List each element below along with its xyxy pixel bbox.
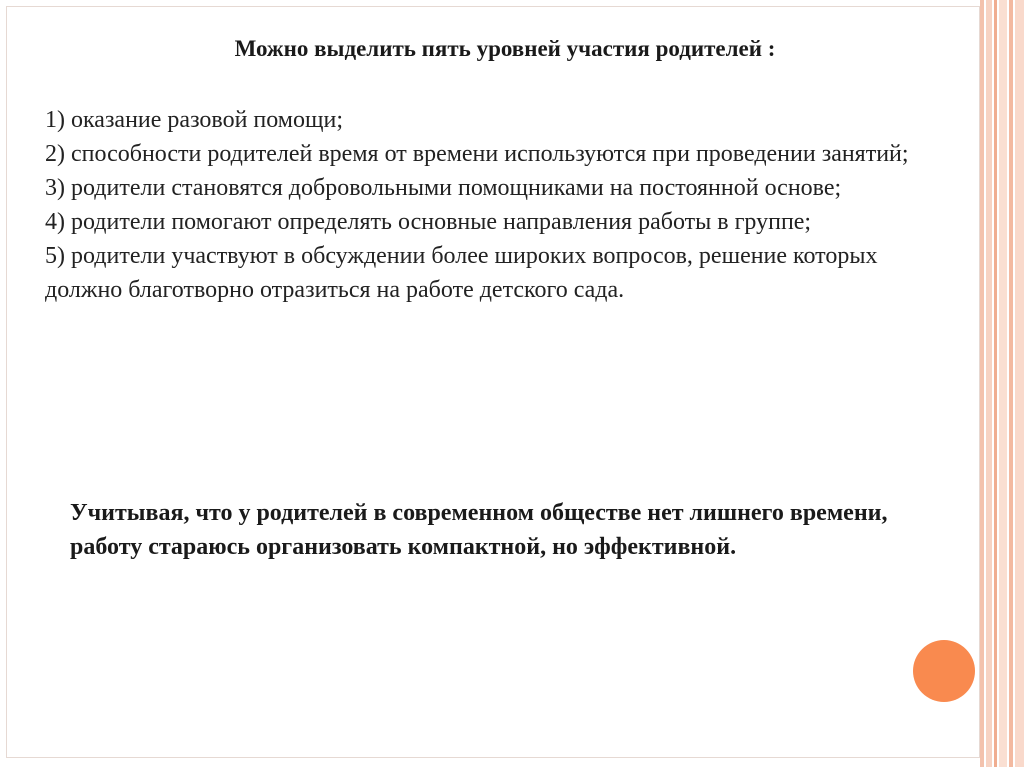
- conclusion-text: Учитывая, что у родителей в современном обществе нет лишнего времени, работу стараюсь организовать компактной, но эффективной.: [70, 500, 888, 560]
- list-item: 2) способности родителей время от времени используются при проведении занятий;: [45, 141, 909, 167]
- list-item: 1) оказание разовой помощи;: [45, 107, 343, 133]
- slide-title: Можно выделить пять уровней участия родителей :: [234, 36, 776, 61]
- list-item: 5) родители участвуют в обсуждении более широких вопросов, решение которых должно благотворно отразиться на работе детского сада.: [45, 243, 878, 303]
- list-item: 3) родители становятся добровольными помощниками на постоянной основе;: [45, 175, 842, 201]
- decorative-stripes: [980, 0, 1024, 767]
- orange-circle-decoration: [913, 640, 975, 702]
- participation-levels-list: [45, 103, 925, 307]
- list-item: 4) родители помогают определять основные направления работы в группе;: [45, 209, 812, 235]
